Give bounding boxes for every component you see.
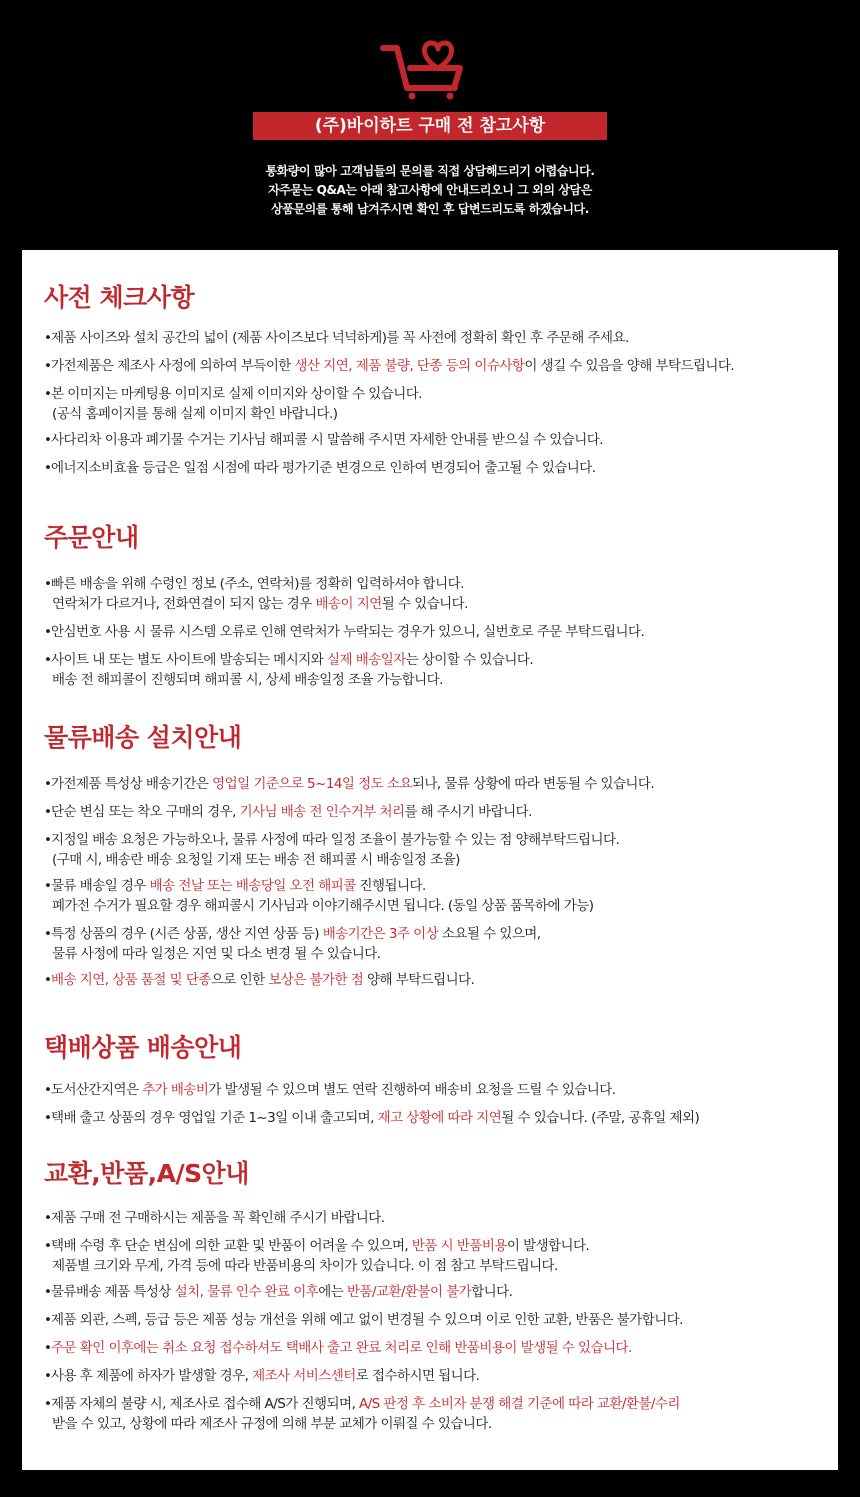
notice-item bbox=[44, 1310, 824, 1330]
bullet-icon: • bbox=[44, 776, 52, 792]
notice-text: 폐가전 수거가 필요할 경우 해피콜시 기사님과 이야기해주시면 됩니다. (동일 상품 품목하에 가능) bbox=[52, 898, 594, 914]
section-title: 주문안내 bbox=[44, 523, 139, 552]
highlight-text: 배송 전날 또는 배송당일 오전 해피콜 bbox=[149, 878, 356, 894]
highlight-text: 배송 지연, 상품 품절 및 단종 bbox=[51, 972, 211, 988]
notice-line bbox=[44, 944, 824, 964]
notice-line bbox=[44, 926, 541, 942]
notice-line bbox=[44, 804, 532, 820]
notice-line bbox=[44, 832, 619, 848]
section-title: 택배상품 배송안내 bbox=[44, 1033, 242, 1062]
notice-text: 택배 출고 상품의 경우 영업일 기준 1~3일 이내 출고되며, bbox=[51, 1110, 378, 1126]
notice-line bbox=[44, 1396, 680, 1412]
notice-text: 될 수 있습니다. bbox=[381, 596, 468, 612]
intro-line: 상품문의를 통해 남겨주시면 확인 후 답변드리도록 하겠습니다. bbox=[271, 202, 589, 216]
bullet-icon: • bbox=[44, 460, 52, 476]
highlight-text: 반품/교환/환불이 불가 bbox=[347, 1284, 472, 1300]
notice-text: 으로 인한 bbox=[210, 972, 269, 988]
bullet-icon: • bbox=[44, 358, 52, 374]
notice-text: (구매 시, 배송란 배송 요청일 기재 또는 배송 전 해피콜 시 배송일정 조율) bbox=[52, 852, 460, 868]
notice-line bbox=[44, 878, 426, 894]
highlight-text: 배송이 지연 bbox=[315, 596, 382, 612]
notice-text: 양해 부탁드립니다. bbox=[363, 972, 475, 988]
bullet-icon: • bbox=[44, 1210, 52, 1226]
notice-item bbox=[44, 1338, 824, 1358]
notice-text: 본 이미지는 마케팅용 이미지로 실제 이미지와 상이할 수 있습니다. bbox=[51, 386, 422, 402]
bullet-icon: • bbox=[44, 1284, 52, 1300]
notice-text: 제품 사이즈와 설치 공간의 넓이 (제품 사이즈보다 넉넉하게)를 꼭 사전에 정확히 확인 후 주문해 주세요. bbox=[51, 330, 629, 346]
notice-line bbox=[44, 652, 533, 668]
bullet-icon: • bbox=[44, 1396, 52, 1412]
notice-item bbox=[44, 830, 824, 870]
highlight-text: 배송기간은 3주 이상 bbox=[322, 926, 439, 942]
bullet-icon: • bbox=[44, 624, 52, 640]
bullet-icon: • bbox=[44, 1238, 52, 1254]
notice-text: 는 상이할 수 있습니다. bbox=[405, 652, 534, 668]
notice-item bbox=[44, 650, 824, 690]
bullet-icon: • bbox=[44, 330, 52, 346]
notice-text: 안심번호 사용 시 물류 시스템 오류로 인해 연락처가 누락되는 경우가 있으니, 실번호로 주문 부탁드립니다. bbox=[51, 624, 645, 640]
notice-text: 를 해 주시기 바랍니다. bbox=[404, 804, 532, 820]
notice-line bbox=[44, 1110, 699, 1126]
highlight-text: 보상은 불가한 점 bbox=[268, 972, 364, 988]
notice-item bbox=[44, 1236, 824, 1276]
intro-text bbox=[0, 162, 860, 219]
bullet-icon: • bbox=[44, 1082, 52, 1098]
page-title-banner: (주)바이하트 구매 전 참고사항 bbox=[253, 112, 607, 140]
notice-text: 연락처가 다르거나, 전화연결이 되지 않는 경우 bbox=[52, 596, 316, 612]
notice-text: 받을 수 있고, 상황에 따라 제조사 규정에 의해 부분 교체가 이뤄질 수 있습니다. bbox=[52, 1416, 492, 1432]
notice-text: 물류배송 제품 특성상 bbox=[51, 1284, 175, 1300]
notice-item bbox=[44, 384, 824, 424]
highlight-text: 실제 배송일자 bbox=[327, 652, 406, 668]
bullet-icon: • bbox=[44, 1312, 52, 1328]
highlight-text: 생산 지연, 제품 불량, 단종 등의 이슈사항 bbox=[294, 358, 525, 374]
notice-text: 택배 수령 후 단순 변심에 의한 교환 및 반품이 어려울 수 있으며, bbox=[51, 1238, 412, 1254]
notice-line bbox=[44, 1340, 632, 1356]
notice-item bbox=[44, 774, 824, 794]
highlight-text: A/S 판정 후 소비자 분쟁 해결 기준에 따라 교환/환불/수리 bbox=[358, 1396, 680, 1412]
notice-text: 가전제품 특성상 배송기간은 bbox=[51, 776, 213, 792]
notice-item bbox=[44, 622, 824, 642]
intro-line: 자주묻는 Q&A는 아래 참고사항에 안내드리오니 그 외의 상담은 bbox=[268, 183, 592, 197]
bullet-icon: • bbox=[44, 972, 52, 988]
notice-item bbox=[44, 430, 824, 450]
notice-text: 이 발생합니다. bbox=[506, 1238, 590, 1254]
notice-line bbox=[44, 460, 596, 476]
notice-line bbox=[44, 1082, 616, 1098]
notice-line bbox=[44, 1368, 479, 1384]
notice-text: 사이트 내 또는 별도 사이트에 발송되는 메시지와 bbox=[51, 652, 328, 668]
notice-text: 가 발생될 수 있으며 별도 연락 진행하여 배송비 요청을 드릴 수 있습니다. bbox=[208, 1082, 616, 1098]
highlight-text: 기사님 배송 전 인수거부 처리 bbox=[239, 804, 405, 820]
page-header bbox=[0, 0, 860, 250]
notice-card bbox=[22, 250, 838, 1470]
bullet-icon: • bbox=[44, 878, 52, 894]
notice-line bbox=[44, 670, 824, 690]
notice-item bbox=[44, 328, 824, 348]
highlight-text: 영업일 기준으로 5~14일 정도 소요 bbox=[212, 776, 412, 792]
notice-text: (공식 홈페이지를 통해 실제 이미지 확인 바랍니다.) bbox=[52, 406, 338, 422]
notice-line bbox=[44, 358, 734, 374]
notice-line bbox=[44, 896, 824, 916]
notice-line bbox=[44, 1312, 683, 1328]
notice-line bbox=[44, 1210, 384, 1226]
bullet-icon: • bbox=[44, 926, 52, 942]
notice-text: 로 접수하시면 됩니다. bbox=[355, 1368, 480, 1384]
heart-cart-icon bbox=[380, 38, 480, 100]
notice-text: 되나, 물류 상황에 따라 변동될 수 있습니다. bbox=[411, 776, 655, 792]
notice-text: 제품 외관, 스펙, 등급 등은 제품 성능 개선을 위해 예고 없이 변경될 수 있으며 이로 인한 교환, 반품은 불가합니다. bbox=[51, 1312, 683, 1328]
notice-text: 될 수 있습니다. (주말, 공휴일 제외) bbox=[501, 1110, 700, 1126]
highlight-text: 반품 시 반품비용 bbox=[411, 1238, 507, 1254]
notice-item bbox=[44, 924, 824, 964]
notice-text: 가전제품은 제조사 사정에 의하여 부득이한 bbox=[51, 358, 295, 374]
bullet-icon: • bbox=[44, 386, 52, 402]
notice-text: 물류 배송일 경우 bbox=[51, 878, 150, 894]
notice-item bbox=[44, 802, 824, 822]
section-title: 물류배송 설치안내 bbox=[44, 723, 242, 752]
bullet-icon: • bbox=[44, 576, 52, 592]
highlight-text: 재고 상황에 따라 지연 bbox=[377, 1110, 502, 1126]
notice-text: 지정일 배송 요청은 가능하오나, 물류 사정에 따라 일정 조율이 불가능할 수 있는 점 양해부탁드립니다. bbox=[51, 832, 620, 848]
notice-text: 합니다. bbox=[471, 1284, 513, 1300]
notice-text: 에너지소비효율 등급은 일점 시점에 따라 평가기준 변경으로 인하여 변경되어 출고될 수 있습니다. bbox=[51, 460, 596, 476]
bullet-icon: • bbox=[44, 432, 52, 448]
highlight-text: 설치, 물류 인수 완료 이후 bbox=[174, 1284, 319, 1300]
notice-item bbox=[44, 970, 824, 990]
notice-line bbox=[44, 972, 474, 988]
bullet-icon: • bbox=[44, 652, 52, 668]
notice-text: 제품별 크기와 무게, 가격 등에 따라 반품비용의 차이가 있습니다. 이 점 참고 부탁드립니다. bbox=[52, 1258, 558, 1274]
notice-text: 진행됩니다. bbox=[355, 878, 426, 894]
highlight-text: 제조사 서비스센터 bbox=[252, 1368, 356, 1384]
notice-text: 물류 사정에 따라 일정은 지연 및 다소 변경 될 수 있습니다. bbox=[52, 946, 381, 962]
notice-line bbox=[44, 330, 629, 346]
notice-text: 에는 bbox=[318, 1284, 348, 1300]
notice-text: 제품 자체의 불량 시, 제조사로 접수해 A/S가 진행되며, bbox=[51, 1396, 359, 1412]
notice-item bbox=[44, 574, 824, 614]
notice-item bbox=[44, 876, 824, 916]
notice-line bbox=[44, 624, 644, 640]
notice-line bbox=[44, 576, 464, 592]
bullet-icon: • bbox=[44, 832, 52, 848]
notice-item bbox=[44, 1394, 824, 1434]
bullet-icon: • bbox=[44, 1368, 52, 1384]
notice-text: 이 생길 수 있음을 양해 부탁드립니다. bbox=[524, 358, 735, 374]
bullet-icon: • bbox=[44, 1340, 52, 1356]
notice-text: 특정 상품의 경우 (시즌 상품, 생산 지연 상품 등) bbox=[51, 926, 323, 942]
notice-item bbox=[44, 458, 824, 478]
section-title: 사전 체크사항 bbox=[44, 283, 195, 312]
notice-line bbox=[44, 1238, 589, 1254]
notice-item bbox=[44, 1282, 824, 1302]
notice-text: 제품 구매 전 구매하시는 제품을 꼭 확인해 주시기 바랍니다. bbox=[51, 1210, 385, 1226]
notice-text: 배송 전 해피콜이 진행되며 해피콜 시, 상세 배송일정 조율 가능합니다. bbox=[52, 672, 443, 688]
notice-line bbox=[44, 594, 824, 614]
notice-item bbox=[44, 356, 824, 376]
notice-line bbox=[44, 850, 824, 870]
notice-text: 소요될 수 있으며, bbox=[438, 926, 541, 942]
highlight-text: 주문 확인 이후에는 취소 요청 접수하셔도 택배사 출고 완료 처리로 인해 반품비용이 발생될 수 있습니다. bbox=[51, 1340, 632, 1356]
notice-item bbox=[44, 1366, 824, 1386]
notice-line bbox=[44, 404, 824, 424]
highlight-text: 추가 배송비 bbox=[142, 1082, 209, 1098]
notice-text: 사용 후 제품에 하자가 발생할 경우, bbox=[51, 1368, 253, 1384]
notice-item bbox=[44, 1208, 824, 1228]
intro-line: 통화량이 많아 고객님들의 문의를 직접 상담해드리기 어렵습니다. bbox=[265, 164, 595, 178]
notice-text: 빠른 배송을 위해 수령인 정보 (주소, 연락처)를 정확히 입력하셔야 합니다. bbox=[51, 576, 464, 592]
notice-line bbox=[44, 1414, 824, 1434]
notice-line bbox=[44, 386, 422, 402]
notice-line bbox=[44, 1284, 512, 1300]
notice-text: 도서산간지역은 bbox=[51, 1082, 143, 1098]
notice-line bbox=[44, 432, 603, 448]
bullet-icon: • bbox=[44, 1110, 52, 1126]
notice-text: 사다리차 이용과 폐기물 수거는 기사님 해피콜 시 말씀해 주시면 자세한 안내를 받으실 수 있습니다. bbox=[51, 432, 604, 448]
notice-line bbox=[44, 1256, 824, 1276]
notice-line bbox=[44, 776, 654, 792]
notice-item bbox=[44, 1080, 824, 1100]
section-title: 교환,반품,A/S안내 bbox=[44, 1159, 249, 1188]
notice-text: 단순 변심 또는 착오 구매의 경우, bbox=[51, 804, 240, 820]
notice-item bbox=[44, 1108, 824, 1128]
bullet-icon: • bbox=[44, 804, 52, 820]
